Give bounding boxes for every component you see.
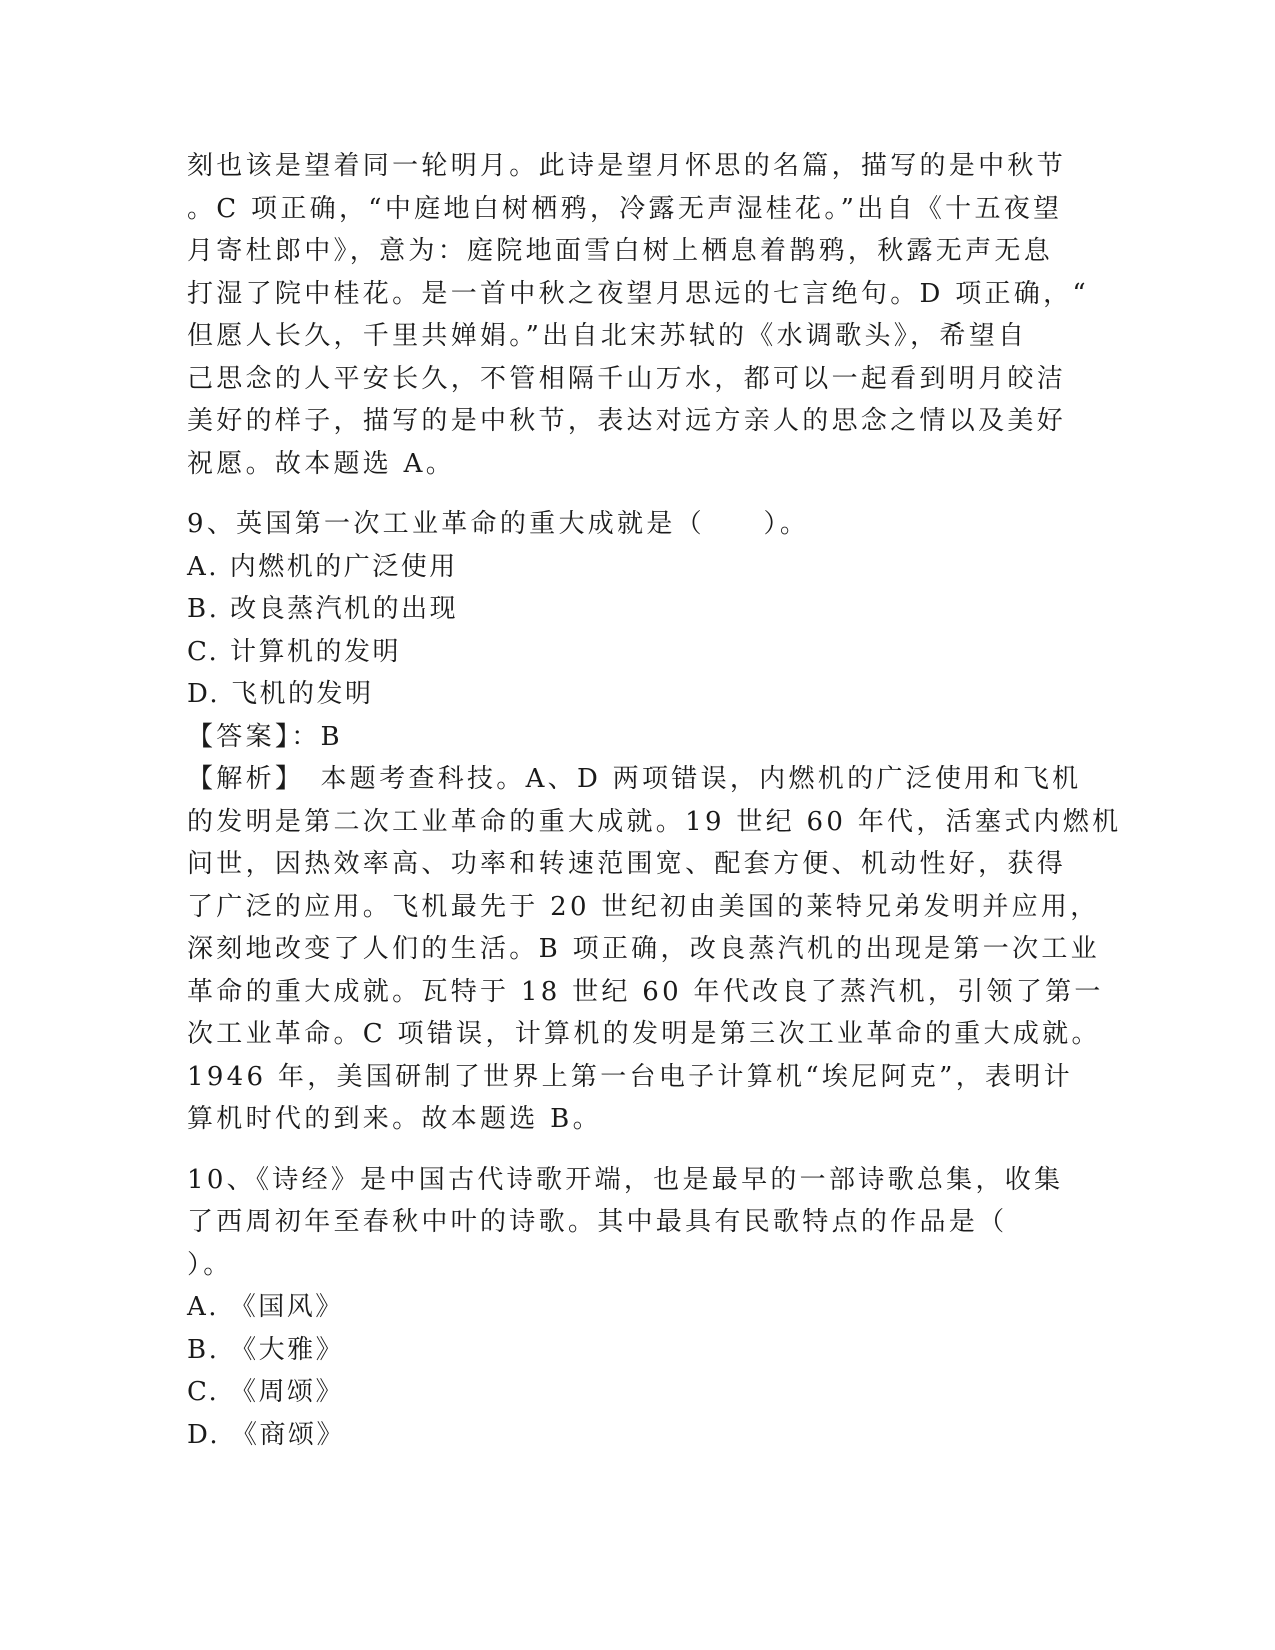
text-line: 打湿了院中桂花。是一首中秋之夜望月思远的七言绝句。D 项正确，“ [187,278,1090,309]
option-d: D. 《商颂》 [187,1419,345,1450]
question-text: 10、《诗经》是中国古代诗歌开端，也是最早的一部诗歌总集，收集 [187,1164,1064,1195]
question-text: ）。 [187,1249,233,1280]
text-line: 己思念的人平安长久，不管相隔千山万水，都可以一起看到明月皎洁 [187,363,1067,394]
analysis-line: 深刻地改变了人们的生活。B 项正确，改良蒸汽机的出现是第一次工业 [187,934,1100,964]
question-text: 了西周初年至春秋中叶的诗歌。其中最具有民歌特点的作品是（ [187,1207,1008,1237]
question-text: 9、英国第一次工业革命的重大成就是（ ）。 [187,509,810,539]
answer-line: 【答案】：B [187,721,343,752]
option-c: C. 《周颂》 [187,1377,344,1407]
option-a: A. 内燃机的广泛使用 [187,551,458,582]
analysis-line: 了广泛的应用。飞机最先于 20 世纪初由美国的莱特兄弟发明并应用， [187,891,1100,922]
analysis-line: 的发明是第二次工业革命的重大成就。19 世纪 60 年代，活塞式内燃机 [187,806,1122,837]
question-10 [187,1159,1087,1457]
text-line: 月寄杜郎中》，意为：庭院地面雪白树上栖息着鹊鸦，秋露无声无息 [187,236,1054,266]
analysis-line: 次工业革命。C 项错误，计算机的发明是第三次工业革命的重大成就。 [187,1019,1101,1049]
question-9 [187,503,1122,1141]
option-c: C. 计算机的发明 [187,636,401,667]
option-b: B. 《大雅》 [187,1334,345,1365]
text-line: 但愿人长久，千里共婵娟。”出自北宋苏轼的《水调歌头》，希望自 [187,321,1028,351]
text-line: 刻也该是望着同一轮明月。此诗是望月怀思的名篇，描写的是中秋节 [187,151,1067,181]
document-page [187,145,1122,1456]
option-a: A. 《国风》 [187,1292,344,1322]
analysis-line: 【解析】 本题考查科技。A、D 两项错误，内燃机的广泛使用和飞机 [187,764,1082,794]
text-line: 美好的样子，描写的是中秋节，表达对远方亲人的思念之情以及美好 [187,406,1067,436]
option-b: B. 改良蒸汽机的出现 [187,594,459,624]
analysis-line: 算机时代的到来。故本题选 B。 [187,1104,602,1134]
analysis-line: 1946 年，美国研制了世界上第一台电子计算机“埃尼阿克”，表明计 [187,1061,1073,1092]
analysis-line: 问世，因热效率高、功率和转速范围宽、配套方便、机动性好，获得 [187,849,1067,879]
text-line: 祝愿。故本题选 A。 [187,448,456,479]
analysis-line: 革命的重大成就。瓦特于 18 世纪 60 年代改良了蒸汽机，引领了第一 [187,976,1104,1007]
option-d: D. 飞机的发明 [187,679,374,709]
explanation-q8 [187,145,1090,485]
text-line: 。C 项正确，“中庭地白树栖鸦，冷露无声湿桂花。”出自《十五夜望 [187,193,1063,224]
